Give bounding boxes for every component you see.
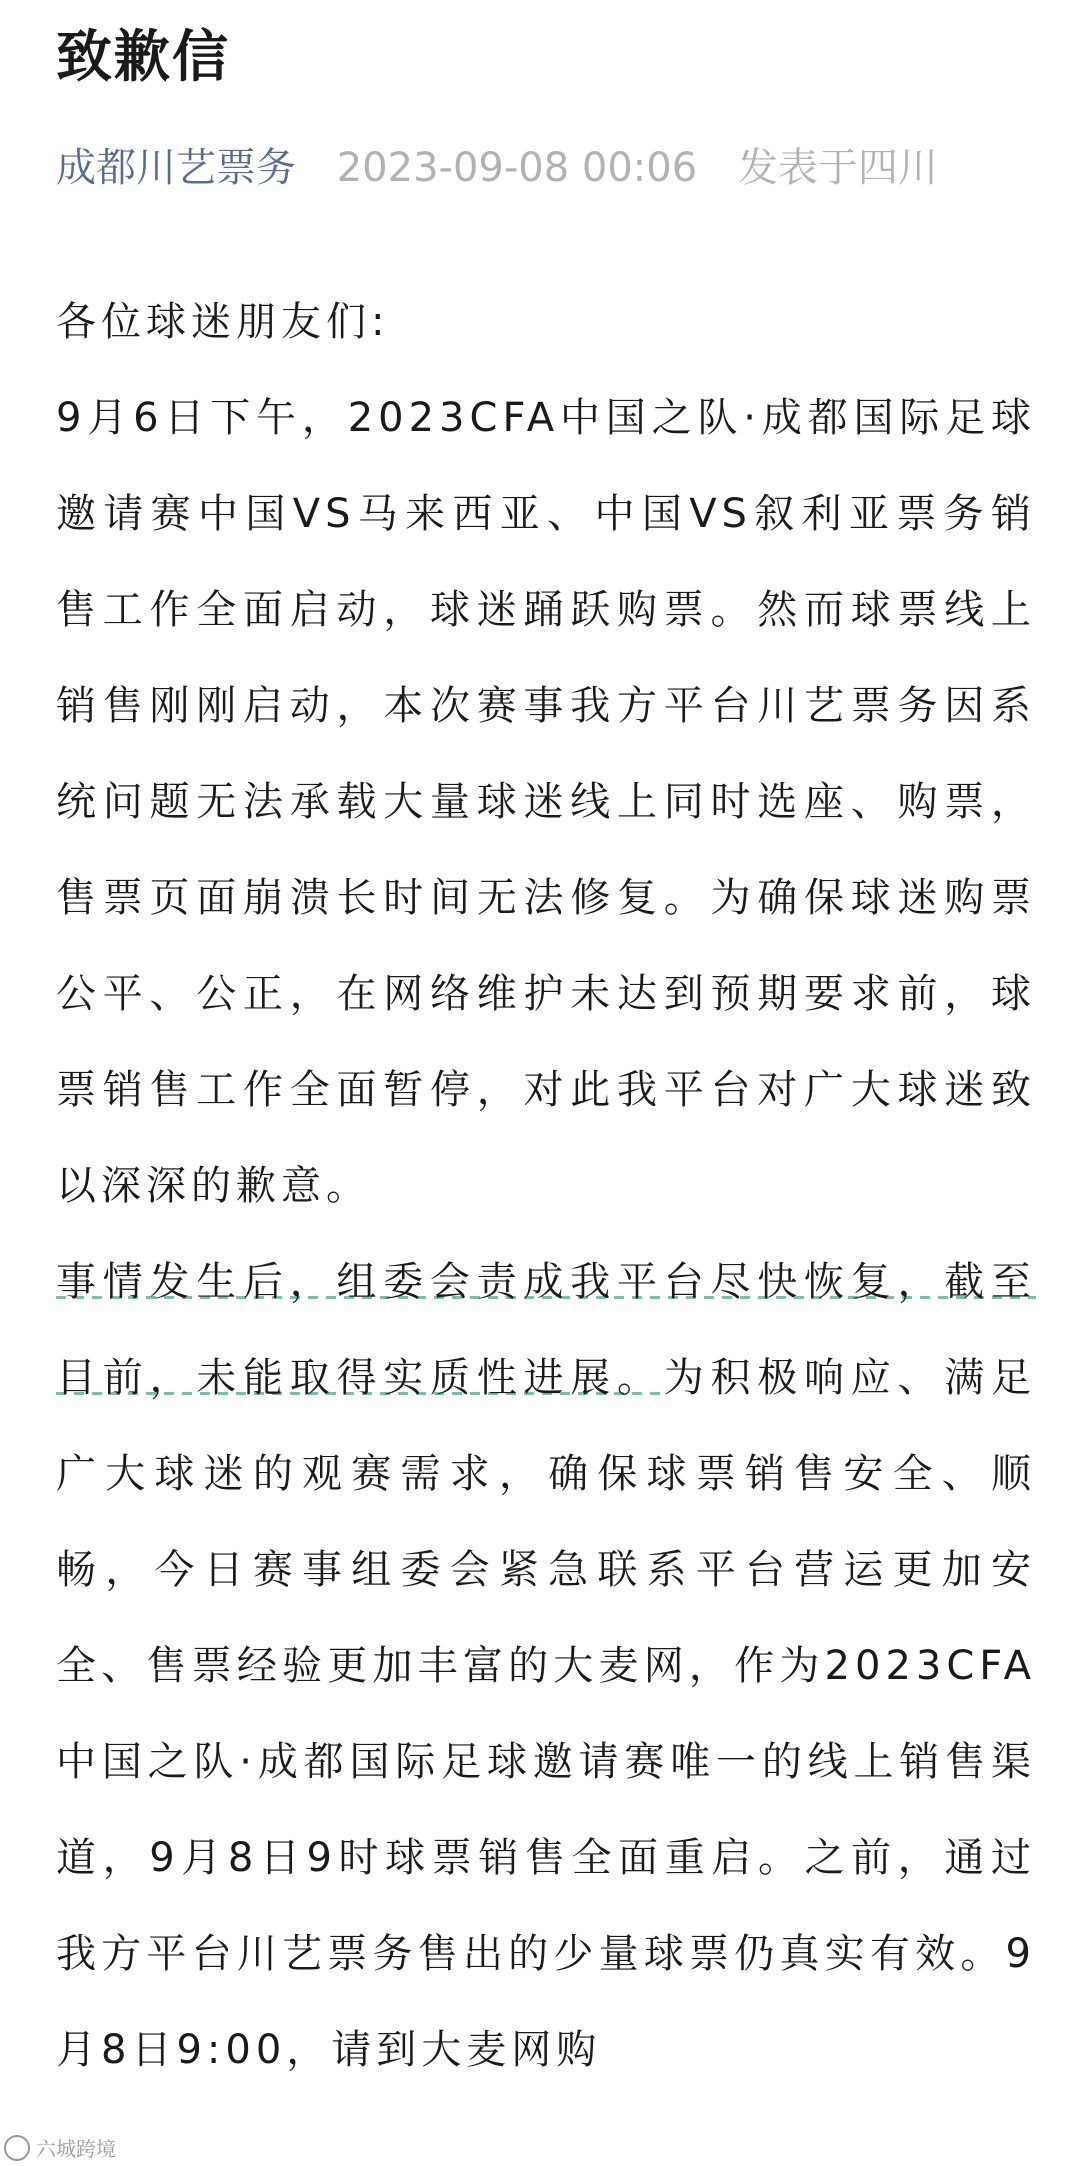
paragraph-2 [56, 1234, 1036, 2098]
account-name-link[interactable]: 成都川艺票务 [56, 145, 296, 191]
underlined-highlight-text[interactable]: 事情发生后，组委会责成我平台尽快恢复，截至目前，未能取得实质性进展。 [56, 1259, 1036, 1401]
article-title: 致歉信 [56, 25, 230, 90]
watermark [4, 2133, 116, 2162]
article [56, 0, 1036, 2098]
paragraph-1: 9月6日下午，2023CFA中国之队·成都国际足球邀请赛中国VS马来西亚、中国VS叙利亚票务销售工作全面启动，球迷踊跃购票。然而球票线上销售刚刚启动，本次赛事我方平台川艺票务因系统问题无法承载大量球迷线上同时选座、购票，售票页面崩溃长时间无法修复。为确保球迷购票公平、公正，在网络维护未达到预期要求前，球票销售工作全面暂停，对此我平台对广大球迷致以深深的歉意。 [56, 395, 1036, 1209]
publish-datetime: 2023-09-08 00:06 [336, 145, 698, 191]
publish-location: 发表于四川 [737, 145, 938, 191]
article-meta [56, 140, 1036, 196]
watermark-logo-icon [4, 2135, 30, 2161]
greeting-line: 各位球迷朋友们: [56, 299, 390, 345]
article-body [56, 274, 1036, 2098]
paragraph-2-text: 为积极响应、满足广大球迷的观赛需求，确保球票销售安全、顺畅，今日赛事组委会紧急联系平台营运更加安全、售票经验更加丰富的大麦网，作为2023CFA中国之队·成都国际足球邀请赛唯一的线上销售渠道，9月8日9时球票销售全面重启。之前，通过我方平台川艺票务售出的少量球票仍真实有效。9月8日9:00，请到大麦网购 [56, 1355, 1036, 2073]
watermark-text: 六城跨境 [36, 2137, 116, 2161]
